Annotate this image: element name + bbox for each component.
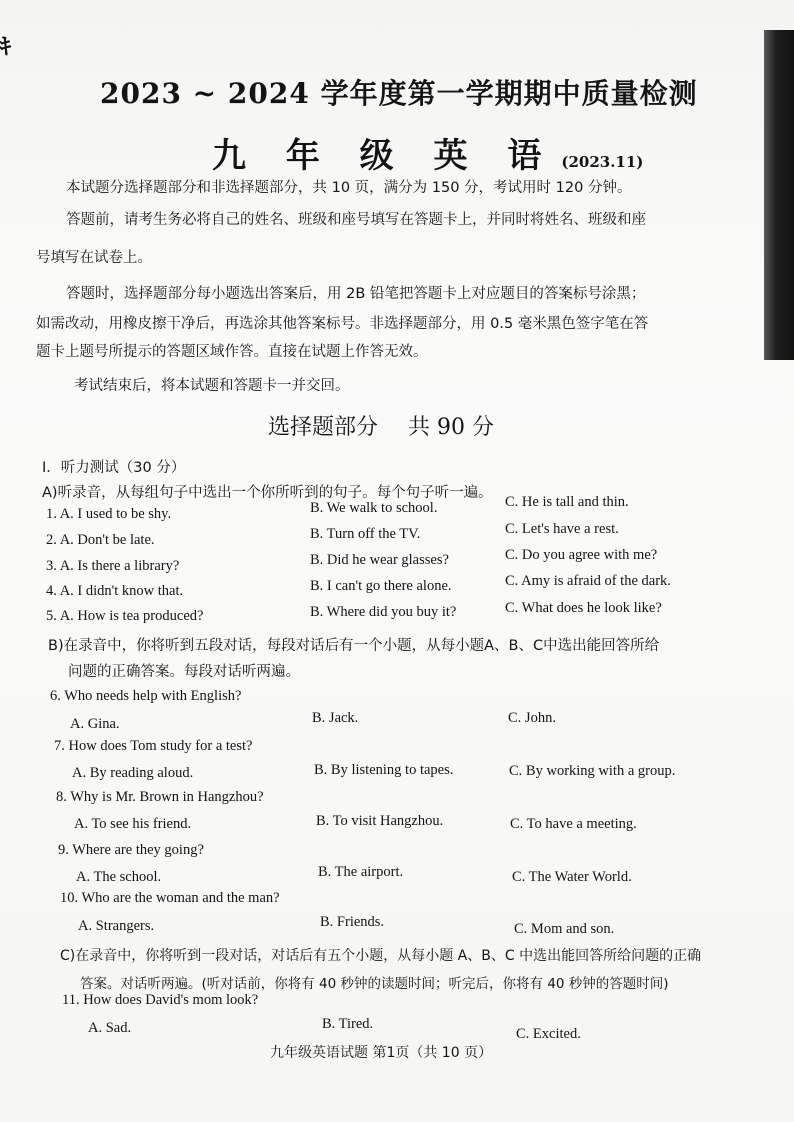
q7-question: 7. How does Tom study for a test?	[54, 738, 253, 754]
q9-option-c: C. The Water World.	[512, 869, 632, 885]
q3-option-c: C. Do you agree with me?	[505, 547, 658, 563]
subject-name: 九 年 级 英 语	[212, 136, 556, 176]
q8-option-a: A. To see his friend.	[74, 816, 192, 832]
q3-option-b: B. Did he wear glasses?	[310, 552, 449, 568]
partC-instruction-line-2: 答案。对话听两遍。(听对话前，你将有 40 秒钟的读题时间；听完后，你将有 40 秒钟的答题时间)	[80, 976, 669, 992]
instruction-line-4: 答题时，选择题部分每小题选出答案后，用 2B 铅笔把答题卡上对应题目的答案标号涂黑；	[66, 286, 646, 302]
q10-option-b: B. Friends.	[320, 914, 385, 930]
q11-question: 11. How does David's mom look?	[62, 992, 259, 1008]
q5-option-b: B. Where did you buy it?	[310, 604, 457, 620]
section-heading	[268, 410, 494, 441]
q1-option-b: B. We walk to school.	[310, 500, 438, 516]
q6-option-c: C. John.	[508, 710, 556, 726]
instruction-line-3: 号填写在试卷上。	[36, 250, 152, 266]
subject-title	[212, 128, 643, 177]
q1-option-a: 1. A. I used to be shy.	[46, 506, 172, 522]
q11-option-b: B. Tired.	[322, 1016, 374, 1032]
page-footer: 九年级英语试题 第1页（共 10 页）	[270, 1045, 493, 1061]
q4-option-c: C. Amy is afraid of the dark.	[505, 573, 671, 589]
q4-option-a: 4. A. I didn't know that.	[46, 583, 184, 599]
instruction-line-2: 答题前，请考生务必将自己的姓名、班级和座号填写在答题卡上，并同时将姓名、班级和座	[66, 212, 646, 228]
corner-mark: ｷ	[0, 35, 12, 60]
q8-question: 8. Why is Mr. Brown in Hangzhou?	[56, 789, 264, 805]
section-score: 共 90 分	[408, 415, 494, 440]
q7-option-b: B. By listening to tapes.	[314, 762, 454, 778]
part1-title: I．听力测试（30 分）	[42, 460, 186, 476]
partB-instruction-line-2: 问题的正确答案。每段对话听两遍。	[68, 664, 300, 680]
q9-question: 9. Where are they going?	[58, 842, 204, 858]
q6-option-a: A. Gina.	[70, 716, 120, 732]
q3-option-a: 3. A. Is there a library?	[46, 558, 180, 574]
instruction-line-6: 题卡上题号所提示的答题区域作答。直接在试题上作答无效。	[36, 344, 428, 360]
instruction-line-1: 本试题分选择题部分和非选择题部分，共 10 页，满分为 150 分，考试用时 120 分钟。	[66, 180, 632, 196]
partC-instruction-line-1: C)在录音中，你将听到一段对话，对话后有五个小题，从每小题 A、B、C 中选出能回答所给问题的正确	[60, 948, 702, 964]
q2-option-a: 2. A. Don't be late.	[46, 532, 155, 548]
q6-option-b: B. Jack.	[312, 710, 359, 726]
q8-option-b: B. To visit Hangzhou.	[316, 813, 444, 829]
q6-question: 6. Who needs help with English?	[50, 688, 242, 704]
partA-instruction: A)听录音，从每组句子中选出一个你所听到的句子。每个句子听一遍。	[42, 485, 493, 501]
scan-shadow	[764, 30, 794, 360]
q10-question: 10. Who are the woman and the man?	[60, 890, 280, 906]
instruction-line-5: 如需改动，用橡皮擦干净后，再选涂其他答案标号。非选择题部分，用 0.5 毫米黑色签字笔在答	[36, 316, 649, 332]
q7-option-c: C. By working with a group.	[509, 763, 676, 779]
exam-date: (2023.11)	[561, 153, 644, 171]
q7-option-a: A. By reading aloud.	[72, 765, 194, 781]
q1-option-c: C. He is tall and thin.	[505, 494, 629, 510]
q2-option-b: B. Turn off the TV.	[310, 526, 421, 542]
instruction-line-7: 考试结束后，将本试题和答题卡一并交回。	[74, 378, 350, 394]
exam-title: 2023 ~ 2024 学年度第一学期期中质量检测	[100, 77, 698, 110]
q9-option-a: A. The school.	[76, 869, 162, 885]
q5-option-a: 5. A. How is tea produced?	[46, 608, 204, 624]
partB-instruction-line-1: B)在录音中，你将听到五段对话，每段对话后有一个小题，从每小题A、B、C中选出能回答所给	[48, 638, 660, 654]
q5-option-c: C. What does he look like?	[505, 600, 662, 616]
q4-option-b: B. I can't go there alone.	[310, 578, 452, 594]
q10-option-c: C. Mom and son.	[514, 921, 615, 937]
section-title: 选择题部分	[268, 415, 379, 440]
q9-option-b: B. The airport.	[318, 864, 404, 880]
q8-option-c: C. To have a meeting.	[510, 816, 637, 832]
q2-option-c: C. Let's have a rest.	[505, 521, 619, 537]
q11-option-c: C. Excited.	[516, 1026, 581, 1042]
q11-option-a: A. Sad.	[88, 1020, 132, 1036]
q10-option-a: A. Strangers.	[78, 918, 155, 934]
